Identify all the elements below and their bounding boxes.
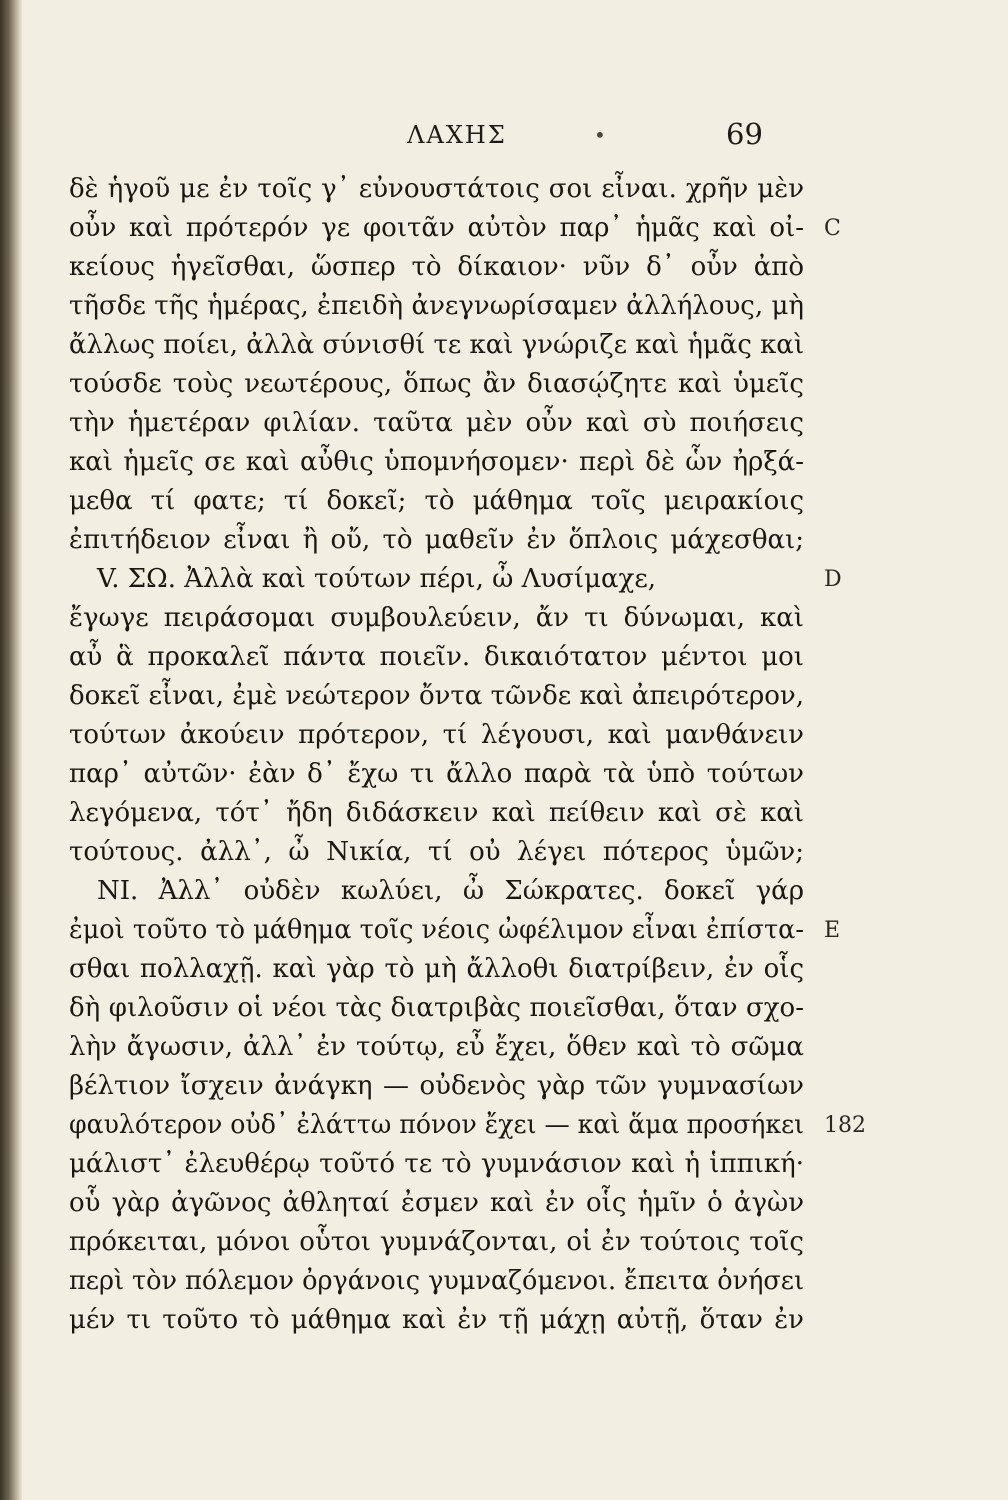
line-text: αὖ ἃ προκαλεῖ πάντα ποιεῖν. δικαιότατον μέντοι μοι [69, 642, 804, 672]
text-line [69, 1223, 829, 1262]
line-text: παρ᾽ αὐτῶν· ἐὰν δ᾽ ἔχω τι ἄλλο παρὰ τὰ ὑπὸ τούτων [69, 759, 804, 789]
text-line [69, 1067, 829, 1106]
line-text: λὴν ἄγωσιν, ἀλλ᾽ ἐν τούτῳ, εὖ ἔχει, ὅθεν καὶ τὸ σῶμα [69, 1032, 804, 1062]
text-line [69, 326, 829, 365]
text-line [69, 1145, 829, 1184]
stephanus-marker: 182 [824, 1113, 866, 1138]
line-text: μέν τι τοῦτο τὸ μάθημα καὶ ἐν τῇ μάχῃ αὐτῇ, ὅταν ἐν [69, 1305, 804, 1335]
line-text: τούσδε τοὺς νεωτέρους, ὅπως ἂν διασῴζητε καὶ ὑμεῖς [69, 369, 804, 399]
line-text: ἔγωγε πειράσομαι συμβουλεύειν, ἄν τι δύνωμαι, καὶ [69, 603, 804, 633]
line-text: τῆσδε τῆς ἡμέρας, ἐπειδὴ ἀνεγνωρίσαμεν ἀλλήλους, μὴ [69, 291, 804, 321]
line-text: οὗ γὰρ ἀγῶνος ἀθληταί ἐσμεν καὶ ἐν οἷς ἡμῖν ὁ ἀγὼν [69, 1188, 804, 1218]
text-line [69, 755, 829, 794]
text-line [69, 677, 829, 716]
line-text: ἄλλως ποίει, ἀλλὰ σύνισθί τε καὶ γνώριζε καὶ ἡμᾶς καὶ [69, 330, 804, 360]
line-text: τούτων ἀκούειν πρότερον, τί λέγουσι, καὶ μανθάνειν [69, 720, 804, 750]
text-line [69, 209, 841, 248]
text-line [69, 170, 829, 209]
text-line [69, 911, 841, 950]
line-text: περὶ τὸν πόλεμον ὀργάνοις γυμναζόμενοι. ἔπειτα ὀνήσει [69, 1266, 804, 1296]
text-line [69, 950, 829, 989]
line-text: ΝΙ. Ἀλλ᾽ οὐδὲν κωλύει, ὦ Σώκρατες. δοκεῖ γάρ [97, 876, 804, 906]
line-text: βέλτιον ἴσχειν ἀνάγκη — οὐδενὸς γὰρ τῶν γυμνασίων [69, 1071, 804, 1101]
line-text: λεγόμενα, τότ᾽ ἤδη διδάσκειν καὶ πείθειν καὶ σὲ καὶ [69, 798, 804, 828]
line-text: μάλιστ᾽ ἐλευθέρῳ τοῦτό τε τὸ γυμνάσιον καὶ ἡ ἱππική· [69, 1149, 804, 1179]
line-text: ἐπιτήδειον εἶναι ἢ οὔ, τὸ μαθεῖν ἐν ὅπλοις μάχεσθαι; [69, 525, 804, 555]
text-line [69, 560, 842, 599]
line-text: δὴ φιλοῦσιν οἱ νέοι τὰς διατριβὰς ποιεῖσθαι, ὅταν σχο- [69, 993, 804, 1023]
line-text: πρόκειται, μόνοι οὗτοι γυμνάζονται, οἱ ἐν τούτοις τοῖς [69, 1227, 804, 1257]
line-text: κείους ἡγεῖσθαι, ὥσπερ τὸ δίκαιον· νῦν δ᾽ οὖν ἀπὸ [69, 252, 804, 282]
text-line [69, 1262, 829, 1301]
text-line [69, 365, 829, 404]
text-line [69, 1106, 866, 1145]
text-line [69, 287, 829, 326]
line-text: σθαι πολλαχῇ. καὶ γὰρ τὸ μὴ ἄλλοθι διατρίβειν, ἐν οἷς [69, 954, 804, 984]
line-text: δὲ ἡγοῦ με ἐν τοῖς γ᾽ εὐνουστάτοις σοι εἶναι. χρῆν μὲν [69, 174, 804, 204]
line-text: V. ΣΩ. Ἀλλὰ καὶ τούτων πέρι, ὦ Λυσίμαχε, [97, 564, 657, 594]
text-line [69, 248, 829, 287]
text-line [69, 1301, 829, 1340]
stephanus-marker: C [824, 216, 841, 241]
text-line [69, 1028, 829, 1067]
line-text: φαυλότερον οὐδ᾽ ἐλάττω πόνον ἔχει — καὶ ἅμα προσήκει [69, 1110, 804, 1140]
line-text: ἐμοὶ τοῦτο τὸ μάθημα τοῖς νέοις ὠφέλιμον εἶναι ἐπίστα- [69, 915, 804, 945]
text-line [69, 443, 829, 482]
stephanus-marker: D [824, 567, 842, 592]
line-text: τὴν ἡμετέραν φιλίαν. ταῦτα μὲν οὖν καὶ σὺ ποιήσεις [69, 408, 804, 438]
text-line [69, 833, 829, 872]
book-binding-edge [0, 0, 22, 1500]
text-line [69, 404, 829, 443]
line-text: οὖν καὶ πρότερόν γε φοιτᾶν αὐτὸν παρ᾽ ἡμᾶς καὶ οἰ- [69, 213, 804, 243]
header-separator-dot: • [594, 123, 606, 147]
text-line [69, 716, 829, 755]
line-text: καὶ ἡμεῖς σε καὶ αὖθις ὑπομνήσομεν· περὶ δὲ ὧν ἠρξά- [69, 447, 804, 477]
text-line [69, 1184, 829, 1223]
stephanus-marker: E [824, 918, 841, 943]
book-page [22, 0, 1008, 1500]
text-line [69, 482, 829, 521]
text-line [69, 599, 829, 638]
greek-text-block [69, 170, 866, 1340]
page-number: 69 [726, 117, 763, 151]
line-text: τούτους. ἀλλ᾽, ὦ Νικία, τί οὐ λέγει πότερος ὑμῶν; [69, 837, 804, 867]
line-text: μεθα τί φατε; τί δοκεῖ; τὸ μάθημα τοῖς μειρακίοις [69, 486, 804, 516]
text-line [69, 638, 829, 677]
text-line [69, 989, 829, 1028]
text-line [69, 794, 829, 833]
running-header-title: ΛΑΧΗΣ [407, 121, 507, 149]
text-line [69, 872, 829, 911]
line-text: δοκεῖ εἶναι, ἐμὲ νεώτερον ὄντα τῶνδε καὶ ἀπειρότερον, [69, 681, 804, 711]
text-line [69, 521, 829, 560]
